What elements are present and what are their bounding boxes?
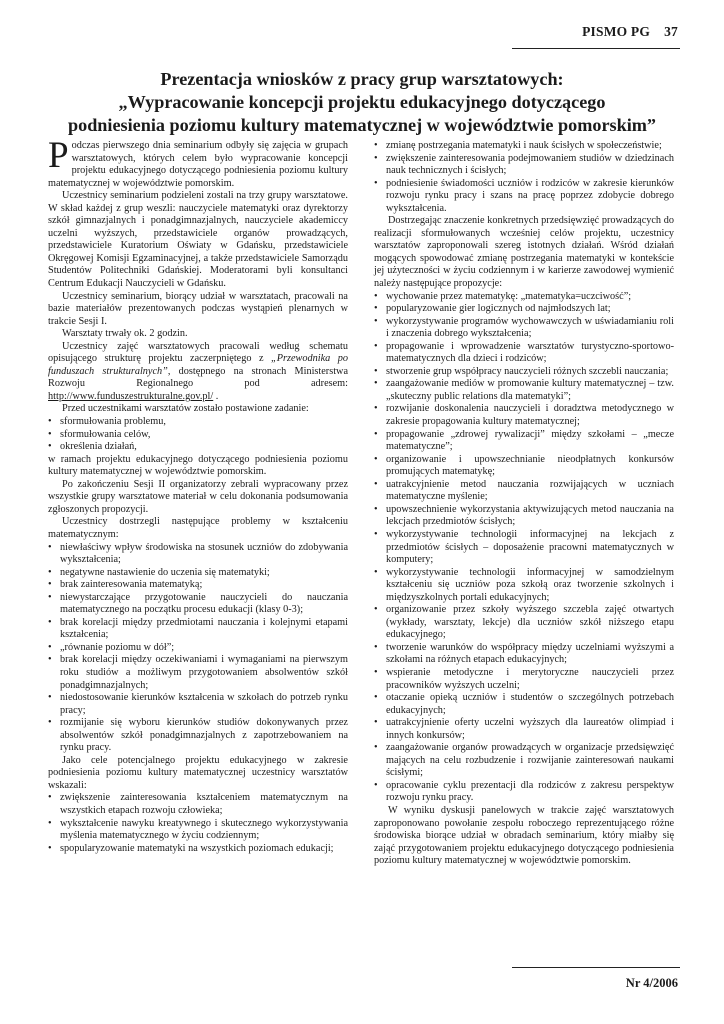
list-item: • organizowanie przez szkoły wyższego szczebla zajęć otwartych (wykłady, warsztaty, lekcje) dla uczniów szkół niższego etapu edukacyjnego; bbox=[374, 604, 674, 642]
paragraph: Dostrzegając znaczenie konkretnych przedsięwzięć prowadzących do realizacji sformułowanych wcześniej celów projektu, uczestnicy warsztatów zaproponowali szereg istotnych działań. Wśród działań mogących spowodować zmianę postrzegania matematyki w kontekście jej użyteczności w życiu codziennym i w karierze zawodowej wymienić należy następujące propozycje: bbox=[374, 215, 674, 290]
list-item: • niedostosowanie kierunków kształcenia w szkołach do potrzeb rynku pracy; bbox=[48, 692, 348, 717]
intro-paragraph: Podczas pierwszego dnia seminarium odbyły się zajęcia w grupach warsztatowych, których celem było wypracowanie koncepcji projektu edukacyjnego dotyczącego podniesienia poziomu kultury matematycznej w województwie pomorskim. bbox=[48, 135, 348, 189]
paragraph: Jako cele potencjalnego projektu edukacyjnego w zakresie podniesienia poziomu kultury matematycznej uczestnicy warsztatów wskazali: bbox=[48, 754, 348, 791]
task-list bbox=[48, 416, 348, 454]
list-item: • wychowanie przez matematykę: „matematyka=uczciwość”; bbox=[374, 291, 674, 304]
source-link[interactable]: http://www.funduszestrukturalne.gov.pl/ bbox=[48, 390, 214, 402]
list-item: • sformułowania celów, bbox=[48, 429, 348, 442]
list-item: • niewystarczające przygotowanie nauczycieli do nauczania matematycznego na początku procesu edukacji (klasy 0-3); bbox=[48, 592, 348, 617]
list-item: • określenia działań, bbox=[48, 441, 348, 454]
list-item: • otaczanie opieką uczniów i studentów o szczególnych potrzebach edukacyjnych; bbox=[374, 692, 674, 717]
list-item: • upowszechnienie wykorzystania aktywizujących metod nauczania na lekcjach przedmiotów ścisłych; bbox=[374, 504, 674, 529]
problem-list bbox=[48, 542, 348, 755]
list-item: • wykorzystywanie technologii informacyjnej na lekcjach z przedmiotów ścisłych – doposażenie pracowni matematycznych w komputery; bbox=[374, 529, 674, 567]
paragraph: Warsztaty trwały ok. 2 godzin. bbox=[62, 328, 188, 340]
list-item: • wykorzystywanie programów wychowawczych w uświadamianiu roli i znaczenia dobrego wykształcenia; bbox=[374, 316, 674, 341]
paragraph: Po zakończeniu Sesji II organizatorzy zebrali wypracowany przez wszystkie grupy warsztatowe materiał w celu dokonania podsumowania zgłoszonych propozycji. bbox=[48, 478, 348, 515]
issue-number: Nr 4/2006 bbox=[625, 976, 678, 990]
list-item: • rozmijanie się wyboru kierunków studiów dokonywanych przez absolwentów szkół ponadgimnazjalnych z zapotrzebowaniem na rynku pracy. bbox=[48, 717, 348, 755]
list-item: • opracowanie cyklu prezentacji dla rodziców z zakresu perspektyw rozwoju rynku pracy. bbox=[374, 780, 674, 805]
paragraph: Uczestnicy seminarium podzieleni zostali na trzy grupy warsztatowe. W skład każdej z grup weszli: nauczyciele matematyki oraz dyrektorzy szkół gimnazjalnych i ponadgimnazjalnych, nauczyciele akademiccy uczelni wyższych, przedstawiciele organów prowadzących, przedstawiciele Kuratorium Oświaty w Gdańsku, przedstawiciele Okręgowej Komisji Egzaminacyjnej, a także przedstawiciele Samorządu Studentów Politechniki Gdańskiej. Moderatorami byli konsultanci Centrum Edukacji Nauczycieli w Gdańsku. bbox=[48, 190, 348, 290]
publication-name: PISMO PG bbox=[582, 24, 651, 39]
list-item: • wspieranie metodyczne i merytoryczne nauczycieli przez pracowników wyższych uczelni; bbox=[374, 667, 674, 692]
list-item: • brak korelacji między oczekiwaniami i wymaganiami na pierwszym roku studiów a możliwym przygotowaniem absolwentów szkół ponadgimnazjalnych; bbox=[48, 654, 348, 692]
list-item: • brak zainteresowania matematyką; bbox=[48, 579, 348, 592]
page-number: 37 bbox=[664, 24, 678, 39]
list-item: • organizowanie i upowszechnianie nieodpłatnych konkursów promujących matematykę; bbox=[374, 454, 674, 479]
list-item: • „równanie poziomu w dół”; bbox=[48, 642, 348, 655]
title-line-2: „Wypracowanie koncepcji projektu edukacyjnego dotyczącego bbox=[118, 92, 606, 112]
left-column bbox=[48, 135, 349, 855]
list-item: • podniesienie świadomości uczniów i rodziców w zakresie kierunków rozwoju rynku pracy i szans na pracę poprzez zdobycie dobrego wykształcenia. bbox=[374, 178, 674, 216]
paragraph: W wyniku dyskusji panelowych w trakcie zajęć warsztatowych zaproponowano powołanie zespołu roboczego reprezentującego różne środowiska biorące udział w obradach seminarium, który miałby się zająć przygotowaniem projektu edukacyjnego dotyczącego podniesienia poziomu kultury matematycznej w województwie pomorskim. bbox=[374, 804, 674, 867]
list-item: • rozwijanie doskonalenia nauczycieli i doradztwa metodycznego w zakresie propagowania kultury matematycznej; bbox=[374, 403, 674, 428]
list-item: • zwiększenie zainteresowania kształceniem matematycznym na wszystkich etapach rozwoju człowieka; bbox=[48, 792, 348, 817]
list-item: • zmianę postrzegania matematyki i nauk ścisłych w społeczeństwie; bbox=[374, 140, 674, 153]
list-item: • zwiększenie zainteresowania podejmowaniem studiów w dziedzinach nauk technicznych i ścisłych; bbox=[374, 153, 674, 178]
article-title bbox=[40, 68, 684, 137]
paragraph: Uczestnicy zajęć warsztatowych pracowali według schematu opisującego strukturę projektu zaczerpniętego z „Przewodnika po funduszach strukturalnych”, dostępnego na stronach Ministerstwa Rozwoju Regionalnego pod adresem: http://www.funduszestrukturalne.gov.pl/ . bbox=[48, 340, 349, 402]
list-item: • brak korelacji między przedmiotami nauczania i kolejnymi etapami kształcenia; bbox=[48, 617, 348, 642]
list-item: • wykorzystywanie technologii informacyjnej w samodzielnym kształceniu się uczniów poza szkołą oraz tworzenie szkolnych i międzyszkolnych portali edukacyjnych; bbox=[374, 567, 674, 605]
title-line-3: podniesienia poziomu kultury matematycznej w województwie pomorskim” bbox=[67, 115, 657, 135]
goal-list-continued bbox=[374, 140, 674, 215]
page-header bbox=[582, 24, 678, 40]
list-item: • stworzenie grup współpracy nauczycieli różnych szczebli nauczania; bbox=[374, 366, 674, 379]
list-item: • zaangażowanie organów prowadzących w organizacje przedsięwzięć mających na celu rozbudzenie i rozwijanie zainteresowań naukami ścisłymi; bbox=[374, 742, 674, 780]
list-item: • negatywne nastawienie do uczenia się matematyki; bbox=[48, 567, 348, 580]
right-column bbox=[374, 140, 674, 868]
paragraph: Przed uczestnikami warsztatów zostało postawione zadanie: bbox=[62, 403, 309, 415]
list-item: • uatrakcyjnienie metod nauczania rozwijających w uczniach matematyczne myślenie; bbox=[374, 479, 674, 504]
footer-divider bbox=[512, 967, 680, 968]
paragraph: w ramach projektu edukacyjnego dotyczącego podniesienia poziomu kultury matematycznej w województwie pomorskim. bbox=[48, 453, 348, 478]
title-line-1: Prezentacja wniosków z pracy grup warsztatowych: bbox=[160, 69, 564, 89]
goal-list bbox=[48, 792, 348, 855]
list-item: • propagowanie i wprowadzenie warsztatów turystyczno-sportowo-matematycznych dla dzieci i rodziców; bbox=[374, 341, 674, 366]
header-divider bbox=[512, 48, 680, 49]
list-item: • tworzenie warunków do współpracy między uczelniami wyższymi a szkołami na różnych etapach edukacyjnych; bbox=[374, 642, 674, 667]
list-item: • popularyzowanie gier logicznych od najmłodszych lat; bbox=[374, 303, 674, 316]
list-item: • niewłaściwy wpływ środowiska na stosunek uczniów do zdobywania wykształcenia; bbox=[48, 542, 348, 567]
drop-cap: P bbox=[48, 135, 69, 176]
paragraph: Uczestnicy seminarium, biorący udział w warsztatach, pracowali na bazie materiałów prezentowanych podczas wystąpień plenarnych w trakcie Sesji I. bbox=[48, 290, 348, 327]
list-item: • propagowanie „zdrowej rywalizacji” między szkołami – „mecze matematyczne”; bbox=[374, 429, 674, 454]
list-item: • wykształcenie nawyku kreatywnego i skutecznego wykorzystywania myślenia matematycznego w życiu codziennym; bbox=[48, 818, 348, 843]
list-item: • uatrakcyjnienie oferty uczelni wyższych dla laureatów olimpiad i innych konkursów; bbox=[374, 717, 674, 742]
list-item: • spopularyzowanie matematyki na wszystkich poziomach edukacji; bbox=[48, 843, 348, 856]
paragraph: Uczestnicy dostrzegli następujące problemy w kształceniu matematycznym: bbox=[48, 516, 348, 540]
list-item: • zaangażowanie mediów w promowanie kultury matematycznej – tzw. „skuteczny public relations dla matematyki”; bbox=[374, 378, 674, 403]
list-item: • sformułowania problemu, bbox=[48, 416, 348, 429]
action-list bbox=[374, 291, 674, 805]
